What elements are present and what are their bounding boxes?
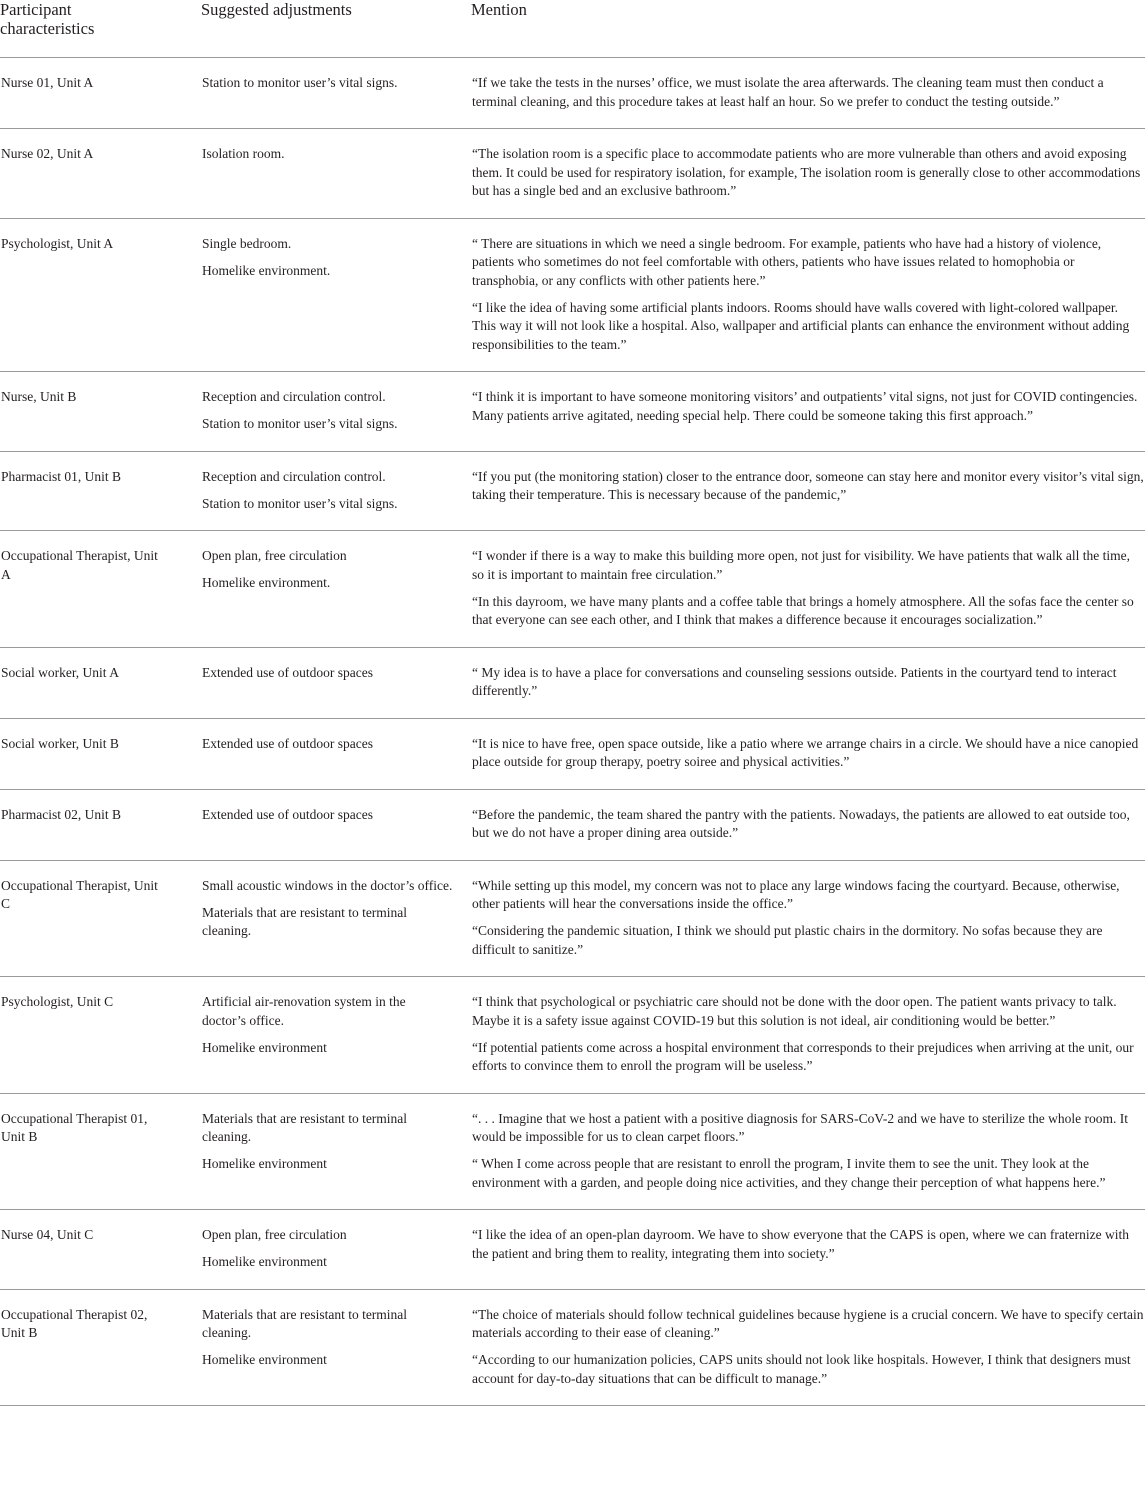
table-row — [0, 58, 1145, 129]
adjustment-item: Station to monitor user’s vital signs. — [202, 416, 398, 431]
header-mention: Mention — [471, 0, 1145, 58]
participant-cell: Nurse, Unit B — [0, 372, 201, 452]
adjustments-cell — [201, 789, 471, 860]
participant-cell: Occupational Therapist, Unit A — [0, 531, 201, 648]
mention-cell — [471, 789, 1145, 860]
adjustments-cell — [201, 372, 471, 452]
table-row — [0, 647, 1145, 718]
adjustments-cell — [201, 531, 471, 648]
mention-quote: “. . . Imagine that we host a patient with a positive diagnosis for SARS-CoV-2 and we have to sterilize the whole room. It would be impossible for us to clean carpet floors.” — [472, 1110, 1128, 1144]
mention-quote: “I wonder if there is a way to make this building more open, not just for visibility. We have patients that walk all the time, so it is important to maintain free circulation.” — [472, 548, 1131, 582]
mention-cell — [471, 218, 1145, 372]
adjustments-cell — [201, 218, 471, 372]
participant-cell: Social worker, Unit B — [0, 718, 201, 789]
mention-quote: “It is nice to have free, open space outside, like a patio where we arrange chairs in a circle. We should have a nice canopied place outside for group therapy, poetry soiree and physical activities.” — [472, 735, 1139, 769]
mention-cell — [471, 860, 1145, 977]
participant-cell: Pharmacist 02, Unit B — [0, 789, 201, 860]
table-row — [0, 1210, 1145, 1290]
adjustments-cell — [201, 860, 471, 977]
mention-quote: “Before the pandemic, the team shared the pantry with the patients. Nowadays, the patients are allowed to eat outside too, but we do not have a proper dining area outside.” — [472, 806, 1130, 840]
adjustment-item: Homelike environment. — [202, 262, 331, 278]
mention-cell — [471, 718, 1145, 789]
table-row — [0, 372, 1145, 452]
mention-quote: “I think it is important to have someone monitoring visitors’ and outpatients’ vital signs, not just for COVID contingencies. Many patients arrive agitated, needing special help. There could be someone taking this first approach.” — [472, 389, 1138, 423]
table-row — [0, 977, 1145, 1094]
mention-quote: “ There are situations in which we need a single bedroom. For example, patients who have had a history of violence, patients who sometimes do not feel comfortable with others, patients who have issues related to homophobia or transphobia, or any conflicts with other patients here.” — [472, 235, 1102, 288]
mention-quote: “I like the idea of having some artificial plants indoors. Rooms should have walls covered with light-colored wallpaper. This way it will not look like a hospital. Also, wallpaper and artificial plants can enhance the environment without adding responsibilities to the team.” — [472, 299, 1130, 352]
mention-cell — [471, 58, 1145, 129]
participant-cell: Nurse 04, Unit C — [0, 1210, 201, 1290]
adjustment-item: Materials that are resistant to terminal cleaning. — [202, 904, 408, 938]
table-row — [0, 531, 1145, 648]
mention-quote: “According to our humanization policies, CAPS units should not look like hospitals. However, I think that designers must account for day-to-day situations that can be difficult to manage.” — [472, 1352, 1131, 1386]
adjustment-item: Reception and circulation control. — [202, 468, 386, 484]
mention-quote: “While setting up this model, my concern was not to place any large windows facing the courtyard. Because, otherwise, other patients will hear the conversations inside the office.” — [472, 877, 1120, 911]
mention-cell — [471, 1210, 1145, 1290]
adjustment-item: Extended use of outdoor spaces — [202, 806, 373, 822]
mention-cell — [471, 647, 1145, 718]
adjustments-cell — [201, 718, 471, 789]
mention-quote: “If we take the tests in the nurses’ office, we must isolate the area afterwards. The cleaning team must then conduct a terminal cleaning, and this procedure takes at least half an hour. So we prefer to conduct the testing outside.” — [472, 75, 1104, 109]
mention-cell — [471, 451, 1145, 531]
adjustment-item: Extended use of outdoor spaces — [202, 664, 373, 680]
mention-cell — [471, 977, 1145, 1094]
mention-quote: “I like the idea of an open-plan dayroom. We have to show everyone that the CAPS is open, where we can fraternize with the patient and bring them to reality, integrating them into society.” — [472, 1227, 1129, 1261]
adjustments-cell — [201, 129, 471, 219]
adjustments-cell — [201, 1093, 471, 1210]
adjustment-item: Single bedroom. — [202, 235, 292, 251]
adjustment-item: Homelike environment — [202, 1039, 327, 1055]
table-row — [0, 718, 1145, 789]
adjustment-item: Homelike environment — [202, 1254, 327, 1269]
table-row — [0, 860, 1145, 977]
table-row — [0, 1289, 1145, 1406]
adjustments-cell — [201, 58, 471, 129]
mention-quote: “If you put (the monitoring station) closer to the entrance door, someone can stay here and monitor every visitor’s vital sign, taking their temperature. This is necessary because of the pandemic,” — [472, 468, 1144, 502]
mention-quote: “ My idea is to have a place for conversations and counseling sessions outside. Patients in the courtyard tend to interact differently.” — [472, 664, 1117, 698]
adjustment-item: Extended use of outdoor spaces — [202, 735, 373, 751]
adjustment-item: Artificial air-renovation system in the doctor’s office. — [202, 994, 406, 1028]
table-row — [0, 789, 1145, 860]
participant-cell: Psychologist, Unit A — [0, 218, 201, 372]
participant-cell: Occupational Therapist, Unit C — [0, 860, 201, 977]
participant-cell: Occupational Therapist 01, Unit B — [0, 1093, 201, 1210]
adjustments-cell — [201, 977, 471, 1094]
mention-quote: “I think that psychological or psychiatric care should not be done with the door open. The patient wants privacy to talk. Maybe it is a safety issue against COVID-19 but this solution is not ideal, air conditioning would be better.” — [472, 994, 1117, 1028]
mention-cell — [471, 1093, 1145, 1210]
table-row — [0, 451, 1145, 531]
adjustment-item: Homelike environment — [202, 1352, 327, 1367]
participant-cell: Occupational Therapist 02, Unit B — [0, 1289, 201, 1406]
table-row — [0, 1093, 1145, 1210]
participant-cell: Nurse 01, Unit A — [0, 58, 201, 129]
adjustments-cell — [201, 1289, 471, 1406]
adjustment-item: Reception and circulation control. — [202, 389, 386, 404]
adjustments-cell — [201, 451, 471, 531]
adjustment-item: Small acoustic windows in the doctor’s office. — [202, 877, 453, 893]
mention-quote: “The choice of materials should follow technical guidelines because hygiene is a crucial concern. We have to specify certain materials according to their ease of cleaning.” — [472, 1306, 1144, 1340]
participant-cell: Pharmacist 01, Unit B — [0, 451, 201, 531]
mention-quote: “ When I come across people that are resistant to enroll the program, I invite them to see the unit. They look at the environment with a garden, and people doing nice activities, and they change their perception of what happens here.” — [472, 1156, 1106, 1190]
adjustment-item: Materials that are resistant to terminal cleaning. — [202, 1110, 408, 1144]
mention-quote: “In this dayroom, we have many plants and a coffee table that brings a homely atmosphere. All the sofas face the center so that everyone can see each other, and I think that makes a difference because it encourages socialization.” — [472, 593, 1134, 627]
adjustment-item: Isolation room. — [202, 146, 285, 161]
adjustment-item: Station to monitor user’s vital signs. — [202, 495, 398, 511]
table-header-row — [0, 0, 1145, 58]
adjustment-item: Homelike environment. — [202, 575, 331, 590]
participant-cell: Nurse 02, Unit A — [0, 129, 201, 219]
mention-cell — [471, 129, 1145, 219]
mention-quote: “The isolation room is a specific place to accommodate patients who are more vulnerable than others and avoid exposing them. It could be used for respiratory isolation, for example, The isolation room is generally close to other accommodations but has a single bed and an exclusive bathroom.” — [472, 146, 1141, 198]
mention-cell — [471, 1289, 1145, 1406]
mention-quote: “If potential patients come across a hospital environment that corresponds to their prejudices when arriving at the unit, our efforts to convince them to enroll the program will be useless.” — [472, 1039, 1134, 1073]
adjustment-item: Homelike environment — [202, 1156, 327, 1171]
participant-cell: Social worker, Unit A — [0, 647, 201, 718]
adjustment-item: Station to monitor user’s vital signs. — [202, 75, 398, 90]
mention-cell — [471, 372, 1145, 452]
table-row — [0, 129, 1145, 219]
mention-quote: “Considering the pandemic situation, I think we should put plastic chairs in the dormitory. No sofas because they are difficult to sanitize.” — [472, 923, 1103, 957]
adjustments-cell — [201, 1210, 471, 1290]
mention-cell — [471, 531, 1145, 648]
header-participant: Participant characteristics — [0, 0, 201, 58]
adjustment-item: Materials that are resistant to terminal cleaning. — [202, 1306, 408, 1340]
adjustment-item: Open plan, free circulation — [202, 1227, 347, 1242]
adjustments-cell — [201, 647, 471, 718]
table-row — [0, 218, 1145, 372]
header-adjustments: Suggested adjustments — [201, 0, 471, 58]
participant-cell: Psychologist, Unit C — [0, 977, 201, 1094]
adjustment-item: Open plan, free circulation — [202, 548, 347, 563]
